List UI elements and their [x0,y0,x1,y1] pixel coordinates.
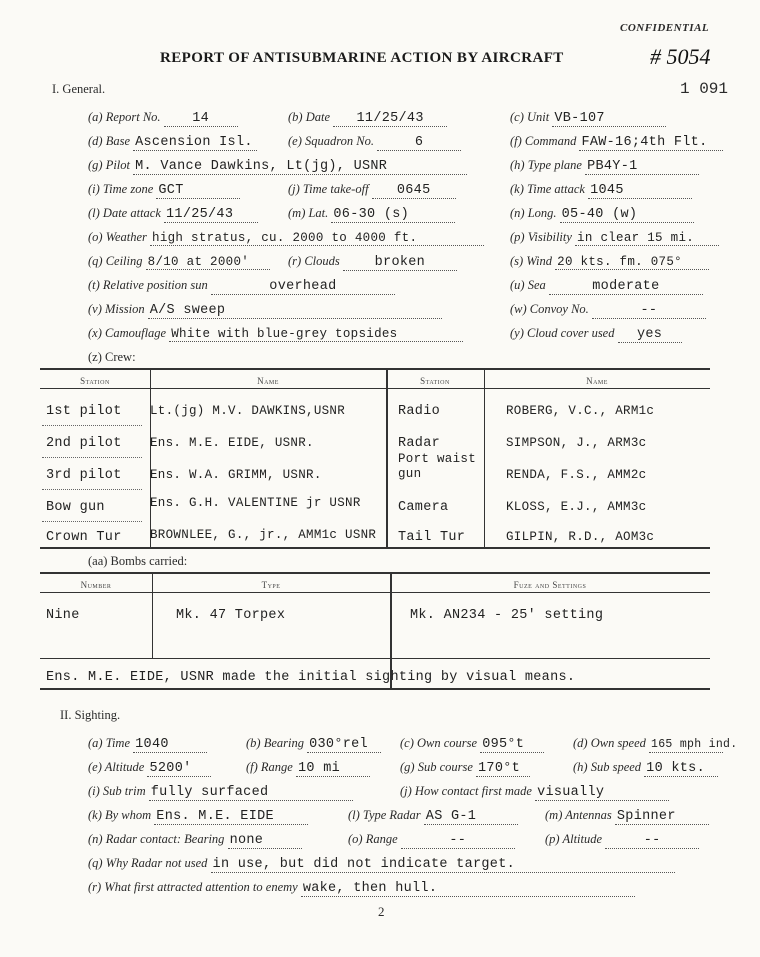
field-first-attracted-attention: (r) What first attracted attention to enemy wake, then hull. [88,880,635,897]
field-wind: (s) Wind 20 kts. fm. 075° [510,254,709,270]
field-sub-speed: (h) Sub speed 10 kts. [573,760,718,777]
field-relative-position-sun: (t) Relative position sun overhead [88,278,395,295]
crew-row-5-name-2: GILPIN, R.D., AOM3c [506,530,655,544]
crew-row-3-name-2: RENDA, F.S., AMM2c [506,468,647,482]
crew-header-name-2: Name [586,376,608,386]
field-squadron-no: (e) Squadron No. 6 [288,134,461,151]
crew-row-1-station: 1st pilot [46,404,122,419]
field-ceiling: (q) Ceiling 8/10 at 2000' [88,254,270,270]
field-convoy-no: (w) Convoy No. -- [510,302,706,319]
field-date-attack: (l) Date attack 11/25/43 [88,206,258,223]
crew-row-5-station: Crown Tur [46,530,122,545]
field-type-plane: (h) Type plane PB4Y-1 [510,158,699,175]
confidential-mark: CONFIDENTIAL [620,22,710,34]
crew-header-name-1: Name [257,376,279,386]
field-weather: (o) Weather high stratus, cu. 2000 to 4000 ft. [88,230,484,246]
field-type-radar: (l) Type Radar AS G-1 [348,808,518,825]
field-radar-contact-bearing: (n) Radar contact: Bearing none [88,832,302,849]
crew-header-station-1: Station [80,376,110,386]
field-sighting-time: (a) Time 1040 [88,736,207,753]
bombs-type: Mk. 47 Torpex [176,608,286,623]
report-title: REPORT OF ANTISUBMARINE ACTION BY AIRCRAFT [160,50,564,66]
field-clouds: (r) Clouds broken [288,254,457,271]
bombs-fuze: Mk. AN234 - 25' setting [410,608,604,623]
field-unit: (c) Unit VB-107 [510,110,666,127]
field-base: (d) Base Ascension Isl. [88,134,257,151]
bombs-number: Nine [46,608,80,623]
field-visibility: (p) Visibility in clear 15 mi. [510,230,719,246]
bombs-header-type: Type [261,580,281,590]
field-altitude: (e) Altitude 5200' [88,760,211,777]
crew-row-2-station-2: Radar [398,436,441,451]
crew-header-station-2: Station [420,376,450,386]
field-mission: (v) Mission A/S sweep [88,302,442,319]
field-cloud-cover-used: (y) Cloud cover used yes [510,326,682,343]
crew-row-2-name: Ens. M.E. EIDE, USNR. [150,436,314,450]
crew-row-2-station: 2nd pilot [46,436,122,451]
crew-row-4-station: Bow gun [46,500,105,515]
field-why-radar-not-used: (q) Why Radar not used in use, but did not indicate target. [88,856,675,873]
field-latitude: (m) Lat. 06-30 (s) [288,206,455,223]
field-longitude: (n) Long. 05-40 (w) [510,206,694,223]
field-time-zone: (i) Time zone GCT [88,182,240,199]
handwritten-report-number: # 5054 [650,44,711,69]
field-date: (b) Date 11/25/43 [288,110,447,127]
crew-row-3-station: 3rd pilot [46,468,122,483]
crew-row-5-name: BROWNLEE, G., jr., AMM1c USNR [150,528,377,542]
field-sea: (u) Sea moderate [510,278,703,295]
crew-row-4-station-2: Camera [398,500,449,515]
crew-row-4-name: Ens. G.H. VALENTINE jr USNR [150,496,361,510]
field-sub-trim: (i) Sub trim fully surfaced [88,784,353,801]
section-sighting-heading: II. Sighting. [60,708,121,722]
section-general-heading: I. General. [52,82,106,96]
field-range: (f) Range 10 mi [246,760,370,777]
crew-row-2-name-2: SIMPSON, J., ARM3c [506,436,647,450]
crew-row-1-name: Lt.(jg) M.V. DAWKINS,USNR [150,404,346,418]
field-command: (f) Command FAW-16;4th Flt. [510,134,723,151]
field-radar-altitude: (p) Altitude -- [545,832,699,849]
field-report-no: (a) Report No. 14 [88,110,238,127]
field-radar-range: (o) Range -- [348,832,515,849]
crew-row-3-name: Ens. W.A. GRIMM, USNR. [150,468,322,482]
field-sub-course: (g) Sub course 170°t [400,760,530,777]
crew-row-1-name-2: ROBERG, V.C., ARM1c [506,404,655,418]
bombs-header-fuze: Fuze and Settings [513,580,587,590]
bombs-header-number: Number [80,580,112,590]
crew-row-5-station-2: Tail Tur [398,530,466,545]
field-own-speed: (d) Own speed 165 mph ind. [573,736,738,751]
field-time-attack: (k) Time attack 1045 [510,182,692,199]
field-how-contact-first-made: (j) How contact first made visually [400,784,669,801]
field-own-course: (c) Own course 095°t [400,736,544,753]
field-pilot: (g) Pilot M. Vance Dawkins, Lt(jg), USNR [88,158,467,175]
bombs-label: (aa) Bombs carried: [88,554,188,568]
field-bearing: (b) Bearing 030°rel [246,736,381,753]
field-antennas: (m) Antennas Spinner [545,808,709,825]
page-number: 2 [378,904,385,919]
crew-row-4-name-2: KLOSS, E.J., AMM3c [506,500,647,514]
field-by-whom: (k) By whom Ens. M.E. EIDE [88,808,308,825]
crew-row-3-station-2: Port waist gun [398,452,477,481]
bombs-sighting-note: Ens. M.E. EIDE, USNR made the initial sighting by visual means. [46,670,576,685]
crew-label: (z) Crew: [88,350,136,364]
field-time-take-off: (j) Time take-off 0645 [288,182,456,199]
field-camouflage: (x) Camouflage White with blue-grey topsides [88,326,463,342]
crew-row-1-station-2: Radio [398,404,441,419]
file-code: 1 091 [680,80,729,98]
